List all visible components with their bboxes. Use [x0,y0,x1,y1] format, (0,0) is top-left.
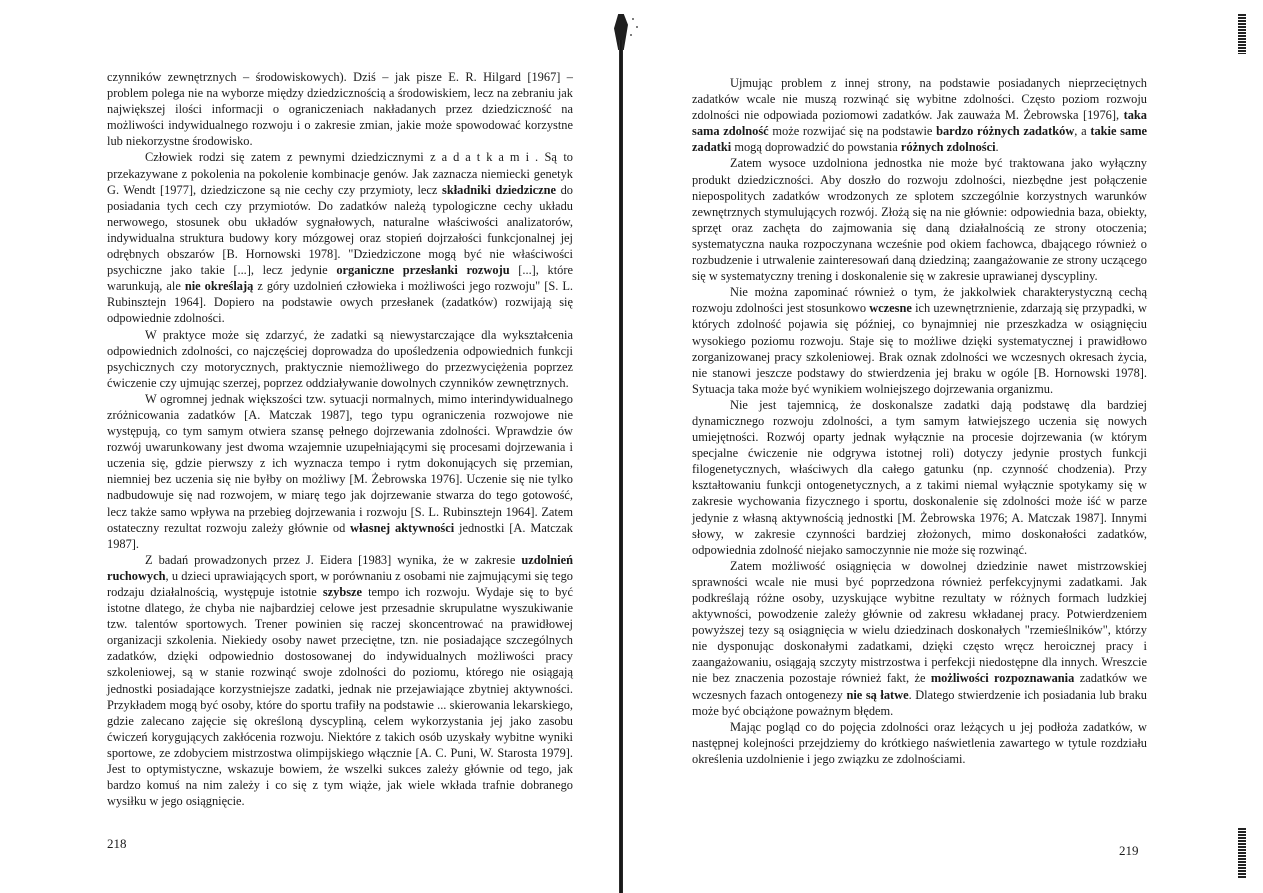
bold-text: szybsze [322,585,363,599]
paragraph [692,155,1147,284]
text-run: [...], które warunkują, ale [107,263,573,294]
scan-edge-mark-bottom [1238,828,1246,878]
paragraph [107,391,573,552]
text-run: . [995,140,999,155]
bold-text: składniki dziedziczne [442,182,557,197]
text-run: z góry uzdolnień człowieka i możliwości jego rozwoju" [S. L. Rubinsztejn 1964]. Dopiero na podstawie owych przesłanek (zadatków) rozwijają się odpowiednie zdolności. [107,279,573,326]
scan-edge-mark-top [1238,14,1246,54]
paragraph [107,327,573,391]
text-run: Ujmując problem z innej strony, na podstawie posiadanych nieprzeciętnych zadatków wcale nie muszą rozwinąć się wybitne zdolności. Często poziom rozwoju zdolności nie odpowiada poziomowi zadatków. Jak zauważa M. Żebrowska [1976], [692,76,1147,123]
text-run: może rozwijać się na podstawie [768,124,937,139]
text-run: czynników zewnętrznych – środowiskowych). Dziś – jak pisze E. R. Hilgard [1967] – problem polega nie na wyborze między dziedzicznością a środowiskiem, lecz na zebraniu jak największej ilości informacji o ograniczeniach nakładanych przez dziedziczność na możliwości indywidualnego rozwoju i o zakresie zmian, jakie może spowodować korzystne lub niekorzystne środowisko. [107,70,573,149]
right-page-text [692,75,1147,767]
text-run: Mając pogląd co do pojęcia zdolności oraz leżących u jej podłoża zadatków, w następnej kolejności przejdziemy do krótkiego naświetlenia zawartego w tytule rozdziału określenia uzdolnienie i jego związku ze zdolnościami. [692,719,1147,766]
bold-text: nie określają [184,279,254,294]
bold-text: taka sama zdolność [692,108,1147,139]
bold-text: wczesne [869,301,912,316]
text-run: zadatków we wczesnych fazach ontogenezy [692,671,1147,702]
binding-shadow [619,40,623,893]
bold-text: różnych zdolności [900,140,996,155]
bold-text: nie są łatwe [846,687,909,702]
text-run: Nie jest tajemnicą, że doskonalsze zadatki dają podstawę dla bardziej dynamicznego rozwoju zdolności, a tym samym łatwiejszego uczenia się nowych umiejętności. Rozwój oparty jednak wyłącznie na procesie dojrzewania (w którym specjalne ćwiczenie nie odgrywa istotnej roli) dotyczy jedynie prostych funkcji filogenetycznych, właściwych dla całego gatunku (np. czynność chodzenia). Przy kształtowaniu funkcji ontogenetycznych, a z takimi niemal wyłącznie spotykamy się w zakresie wychowania fizycznego i sportu, doskonalenie się zdolności może iść w parze jedynie z własną aktywnością jednostki [M. Żebrowska 1976; A. Matczak 1987]. Innymi słowy, w zakresie czynności bardziej złożonych, mimo doskonałości zadatków, odpowiednia zdolność niejako samoczynnie nie może się rozwinąć. [692,397,1147,557]
text-run: , u dzieci uprawiających sport, w porównaniu z osobami nie zajmującymi się tego rodzaju działalnością, występuje istotnie [107,568,573,599]
spaced-text: zadatkami [430,150,536,165]
right-page-number: 219 [1119,843,1139,858]
text-run: tempo ich rozwoju. Wydaje się to być istotne dlatego, że chyba nie najbardziej celowe jest przesadnie skrupulatne wyszukiwanie tzw. talentów sportowych. Trener powinien się raczej skoncentrować na prawidłowej organizacji szkolenia. Niekiedy osoby nawet przeciętne, tzn. nie posiadające szczególnych zadatków, dzięki odpowiednio dostosowanej do indywidualnych możliwości pracy szkoleniowej, są w stanie rozwinąć swoje zdolności do poziomu, którego nie osiągają jednostki posiadające korzystniejsze zadatki, jednak nie przejawiające zbytniej aktywności. Przykładem mogą być osoby, które do sportu trafiły na podstawie ... skierowania lekarskiego, gdzie zalecano zajęcie się określoną dyscypliną, celem wykorzystania jej jako zasobu ćwiczeń korygujących zakłócenia rozwoju. Niektóre z takich osób uzyskały wybitne wyniki sportowe, ze zdobyciem mistrzostwa olimpijskiego włącznie [A. C. Puni, W. Starosta 1979]. Jest to optymistyczne, wskazuje bowiem, że wszelki sukces zależy głównie od tego, jak bardzo komuś na nim zależy i co się z tym wiąże, jak wiele wkłada trafnie dobranego wysiłku w jego osiągnięcie. [107,585,574,809]
text-run: Z badań prowadzonych przez J. Eidera [1983] wynika, że w zakresie [145,552,522,567]
bold-text: uzdolnień ruchowych [107,552,573,583]
left-page-number: 218 [107,836,127,851]
paragraph [692,75,1147,155]
text-run: W ogromnej jednak większości tzw. sytuacji normalnych, mimo interindywidualnego zróżnicowania zadatków [A. Matczak 1987], tego typu ograniczenia rozwojowe nie występują, co tym samym otwiera szansę pełnego dojrzewania zdolności. Wprawdzie ów rozwój uwarunkowany jest dwoma wzajemnie uzupełniającymi się procesami dojrzewania i uczenia się, gdzie pierwszy z ich wyznacza tempo i rytm dokonujących się przemian, niemniej bez uczenia się nie byłby on możliwy [M. Żebrowska 1976]. Uczenie się nie tylko nadbudowuje się nad rozwojem, w miarę tego jak dojrzewanie stwarza do tego gotowość, lecz także samo wpływa na przebieg dojrzewania i rozwoju [S. L. Rubinsztejn 1964]. Zatem ostateczny rezultat rozwoju zależy głównie od [107,391,573,535]
left-page [0,0,620,893]
binding-speck [636,26,638,28]
right-page [640,0,1263,893]
paragraph [692,397,1147,558]
bold-text: organiczne przesłanki rozwoju [336,263,510,278]
paragraph [692,558,1147,719]
binding-speck [630,34,632,36]
paragraph [107,69,573,149]
paragraph [692,284,1147,397]
book-binding [610,0,640,893]
paragraph [692,719,1147,767]
text-run: . Dlatego stwierdzenie ich posiadania lub braku może być obciążone poważnym błędem. [692,687,1147,718]
text-run: Człowiek rodzi się zatem z pewnymi dziedzicznymi [145,150,431,165]
text-run: W praktyce może się zdarzyć, że zadatki są niewystarczające dla wykształcenia odpowiednich zdolności, co najczęściej doprowadza do upośledzenia odpowiednich funkcji psychicznych czy motorycznych, praktycznie niemożliwego do przezwyciężenia poprzez ćwiczenie czy ujmując szerzej, poprzez oddziaływanie dowolnych czynników zewnętrznych. [107,327,573,390]
left-page-text [107,69,573,809]
text-run: do posiadania tych cech czy przymiotów. Do zadatków należą typologiczne cechy układu nerwowego, stosunek obu układów sygnałowych, naturalne właściwości analizatorów, indywidualna struktura budowy kory mózgowej oraz stopień dojrzałości funkcjonalnej jej odrębnych obszarów [B. Hornowski 1978]. "Dziedziczone mogą być nie właściwości psychiczne jako takie [...], lecz jedynie [107,182,573,278]
bold-text: własnej aktywności [350,520,455,535]
text-run: mogą doprowadzić do powstania [731,140,901,155]
text-run: Zatem możliwość osiągnięcia w dowolnej dziedzinie nawet mistrzowskiej sprawności wcale nie musi być poprzedzona również perfekcyjnymi zadatkami. Jak podkreślają różne osoby, uzyskujące wybitne rezultaty w różnych formach ludzkiej aktywności, powodzenie zależy głównie od zakresu wkładanej pracy. Potwierdzeniem powyższej tezy są osiągnięcia w wielu dziedzinach doskonałych "rzemieślników", którzy nie dysponując doskonałymi zadatkami, dzięki często wręcz heroicznej pracy i zaangażowaniu, osiągają szczyty mistrzostwa i perfekcji niedostępne dla innych. Wreszcie nie bez znaczenia pozostaje również fakt, że [692,558,1147,686]
text-run: ich uzewnętrznienie, zdarzają się przypadki, w których zdolność pojawia się później, co bynajmniej nie przeszkadza w osiągnięciu wysokiego poziomu rozwoju. Staje się to możliwe dzięki systematycznej i prawidłowo zorganizowanej pracy szkoleniowej. Brak oznak zdolności we wczesnych okresach życia, nie stanowi jeszcze podstawy do stwierdzenia jej braku w ogóle [B. Hornowski 1978]. Sytuacja taka może być wynikiem wolniejszego dojrzewania organizmu. [692,301,1147,396]
text-run: jednostki [A. Matczak 1987]. [107,520,573,551]
bold-text: takie same zadatki [692,124,1148,155]
text-run: Zatem wysoce uzdolniona jednostka nie może być traktowana jako wyłączny produkt dziedziczności. Aby doszło do rozwoju zdolności, niezbędne jest połączenie niepospolitych zadatków wrodzonych ze splotem szczególnie korzystnych warunków zewnętrznych stymulujących rozwój. Złożą się na nie głównie: odpowiednia baza, obiekty, sprzęt oraz zachęta do zajmowania się daną działalnością ze strony otoczenia; systematyczna nauka rozpoczynana wcześnie pod okiem fachowca, dbającego również o rozbudzenie i utrwalenie zainteresowań daną dziedziną; zaangażowanie ze strony uczącego się w systematyczny trening i doskonalenie się w zakresie uprawianej dyscypliny. [692,156,1147,284]
text-run: Nie można zapominać również o tym, że jakkolwiek charakterystyczną cechą rozwoju zdolności jest stosunkowo [692,285,1147,316]
text-run: . Są to przekazywane z pokolenia na pokolenie kombinacje genów. Jak zaznacza niemiecki genetyk G. Wendt [1977], dziedziczone są nie cechy czy przymioty, lecz [107,150,573,197]
bold-text: bardzo różnych zadatków [936,124,1075,139]
text-run: , a [1074,124,1091,139]
binding-speck [632,18,634,20]
paragraph [107,552,573,810]
paragraph [107,149,573,326]
bold-text: możliwości rozpoznawania [930,671,1075,686]
